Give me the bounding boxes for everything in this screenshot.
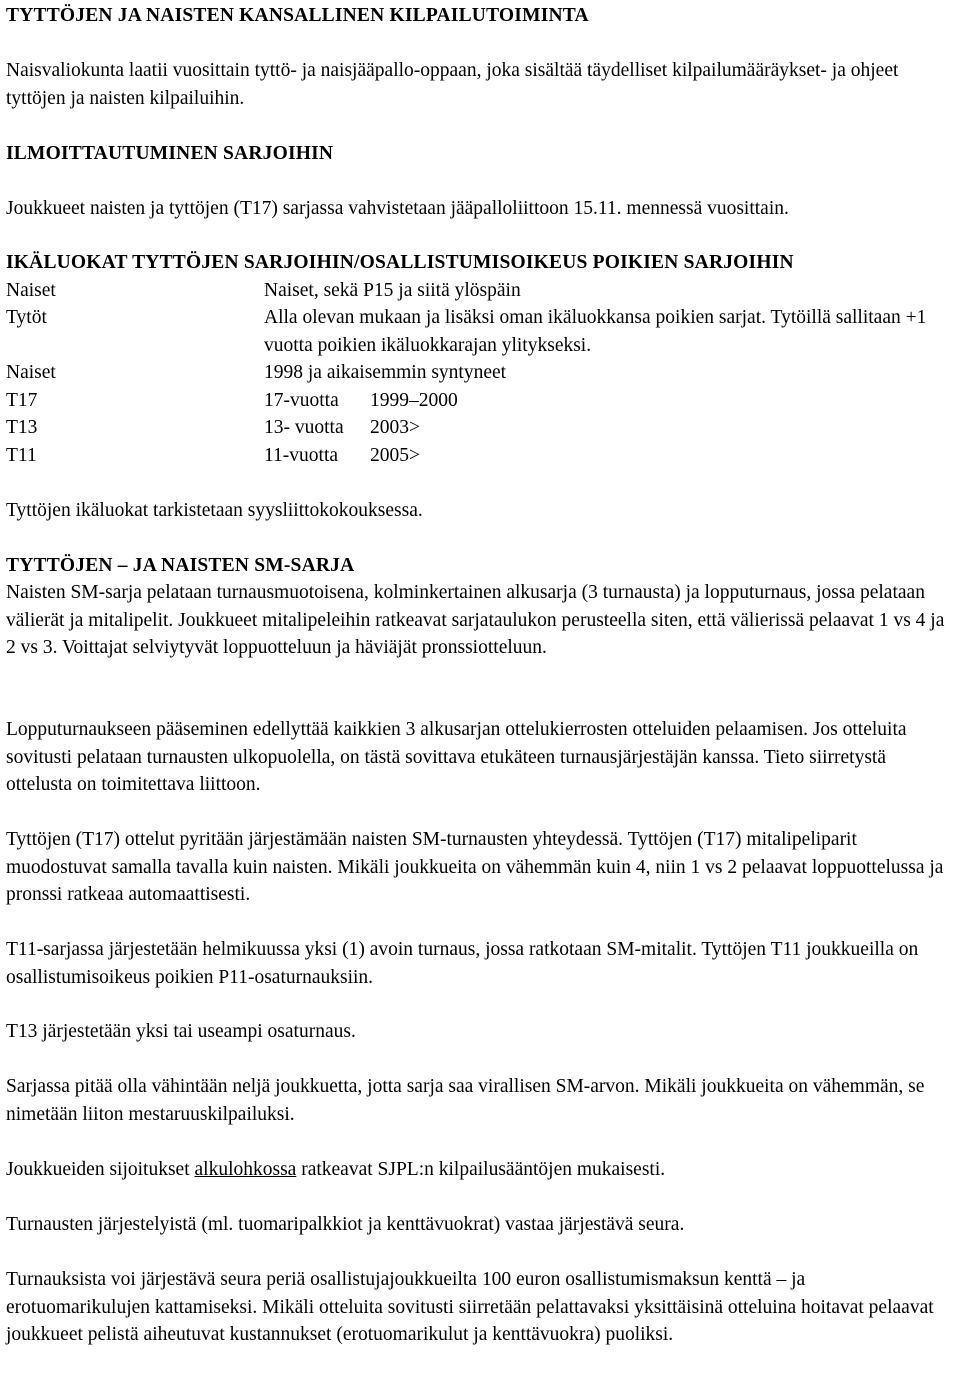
eligibility-label: Tytöt [6, 307, 47, 328]
age-class-row [6, 414, 956, 442]
heading-national-competition: TYTTÖJEN JA NAISTEN KANSALLINEN KILPAILUTOIMINTA [6, 5, 589, 26]
t11-paragraph: T11-sarjassa järjestetään helmikuussa yksi (1) avoin turnaus, jossa ratkotaan SM-mitalit. Tyttöjen T11 joukkueilla on osallistumisoikeus poikien P11-osaturnauksiin. [6, 939, 919, 988]
age-class-row [6, 359, 956, 387]
eligibility-text: Naiset, sekä P15 ja siitä ylöspäin [264, 280, 521, 301]
sm-series-paragraph: Naisten SM-sarja pelataan turnausmuotoisena, kolminkertainen alkusarja (3 turnausta) ja lopputurnaus, jossa pelataan välierät ja mitalipelit. Joukkueet mitalipeleihin ratkeavat sarjataulukon perusteella siten, että välierissä pelaavat 1 vs 4 ja 2 vs 3. Voittajat selviytyvät loppuotteluun ja häviäjät pronssiotteluun. [6, 582, 945, 658]
age-class-label: Naiset [6, 362, 56, 383]
age-class-row [6, 387, 956, 415]
placements-paragraph [6, 1156, 954, 1184]
age-class-label: T17 [6, 390, 38, 411]
heading-registration: ILMOITTAUTUMINEN SARJOIHIN [6, 143, 334, 164]
age-class-age: 13- vuotta [264, 417, 344, 438]
placements-text: ratkeavat SJPL:n kilpailusääntöjen mukaisesti. [296, 1159, 666, 1180]
intro-paragraph: Naisvaliokunta laatii vuosittain tyttö- ja naisjääpallo-oppaan, joka sisältää täydelliset kilpailumääräykset- ja ohjeet tyttöjen ja naisten kilpailuihin. [6, 60, 899, 109]
age-class-age: 17-vuotta [264, 390, 339, 411]
heading-sm-series: TYTTÖJEN – JA NAISTEN SM-SARJA [6, 555, 355, 576]
age-class-row [6, 442, 956, 470]
registration-paragraph: Joukkueet naisten ja tyttöjen (T17) sarjassa vahvistetaan jääpalloliittoon 15.11. mennessä vuosittain. [6, 198, 789, 219]
costs-paragraph: Turnausten järjestelyistä (ml. tuomaripalkkiot ja kenttävuokrat) vastaa järjestävä seura. [6, 1214, 685, 1235]
t17-paragraph: Tyttöjen (T17) ottelut pyritään järjestämään naisten SM-turnausten yhteydessä. Tyttöjen (T17) mitalipeliparit muodostuvat samalla tavalla kuin naisten. Mikäli joukkueita on vähemmän kuin 4, niin 1 vs 2 pelaavat loppuottelussa ja pronssi ratkeaa automaattisesti. [6, 829, 944, 905]
heading-age-classes: IKÄLUOKAT TYTTÖJEN SARJOIHIN/OSALLISTUMISOIKEUS POIKIEN SARJOIHIN [6, 252, 794, 273]
placements-text: Joukkueiden sijoitukset [6, 1159, 195, 1180]
age-class-years: 2003> [370, 417, 420, 438]
eligibility-row [6, 304, 956, 359]
fee-paragraph: Turnauksista voi järjestävä seura periä osallistujajoukkueilta 100 euron osallistumismaksun kenttä – ja erotuomarikulujen kattamiseksi. Mikäli otteluita sovitusti siirretään pelattavaksi yksittäisinä otteluina hoitavat pelaavat joukkueet pelistä aiheutuvat kustannukset (erotuomarikulut ja kenttävuokra) puoliksi. [6, 1269, 934, 1345]
t13-paragraph: T13 järjestetään yksi tai useampi osaturnaus. [6, 1021, 356, 1042]
age-class-label: T11 [6, 445, 37, 466]
sm-value-paragraph: Sarjassa pitää olla vähintään neljä joukkuetta, jotta sarja saa virallisen SM-arvon. Mikäli joukkueita on vähemmän, se nimetään liiton mestaruuskilpailuksi. [6, 1076, 925, 1125]
eligibility-text: Alla olevan mukaan ja lisäksi oman ikäluokkansa poikien sarjat. Tytöillä sallitaan +1 vuotta poikien ikäluokkarajan ylitykseksi. [264, 307, 927, 356]
age-class-label: T13 [6, 417, 38, 438]
age-class-age: 11-vuotta [264, 445, 339, 466]
age-check-paragraph: Tyttöjen ikäluokat tarkistetaan syysliittokokouksessa. [6, 500, 423, 521]
eligibility-row [6, 277, 956, 305]
age-class-years: 1999–2000 [370, 390, 458, 411]
final-tournament-paragraph: Lopputurnaukseen pääseminen edellyttää kaikkien 3 alkusarjan ottelukierrosten otteluiden pelaamisen. Jos otteluita sovitusti pelataan turnausten ulkopuolella, on tästä sovittava etukäteen turnausjärjestäjän kanssa. Tieto siirretystä ottelusta on toimitettava liittoon. [6, 719, 907, 795]
age-class-age: 1998 ja aikaisemmin syntyneet [264, 362, 507, 383]
placements-underlined-text: alkulohkossa [194, 1159, 297, 1180]
eligibility-label: Naiset [6, 280, 56, 301]
age-class-years: 2005> [370, 445, 420, 466]
